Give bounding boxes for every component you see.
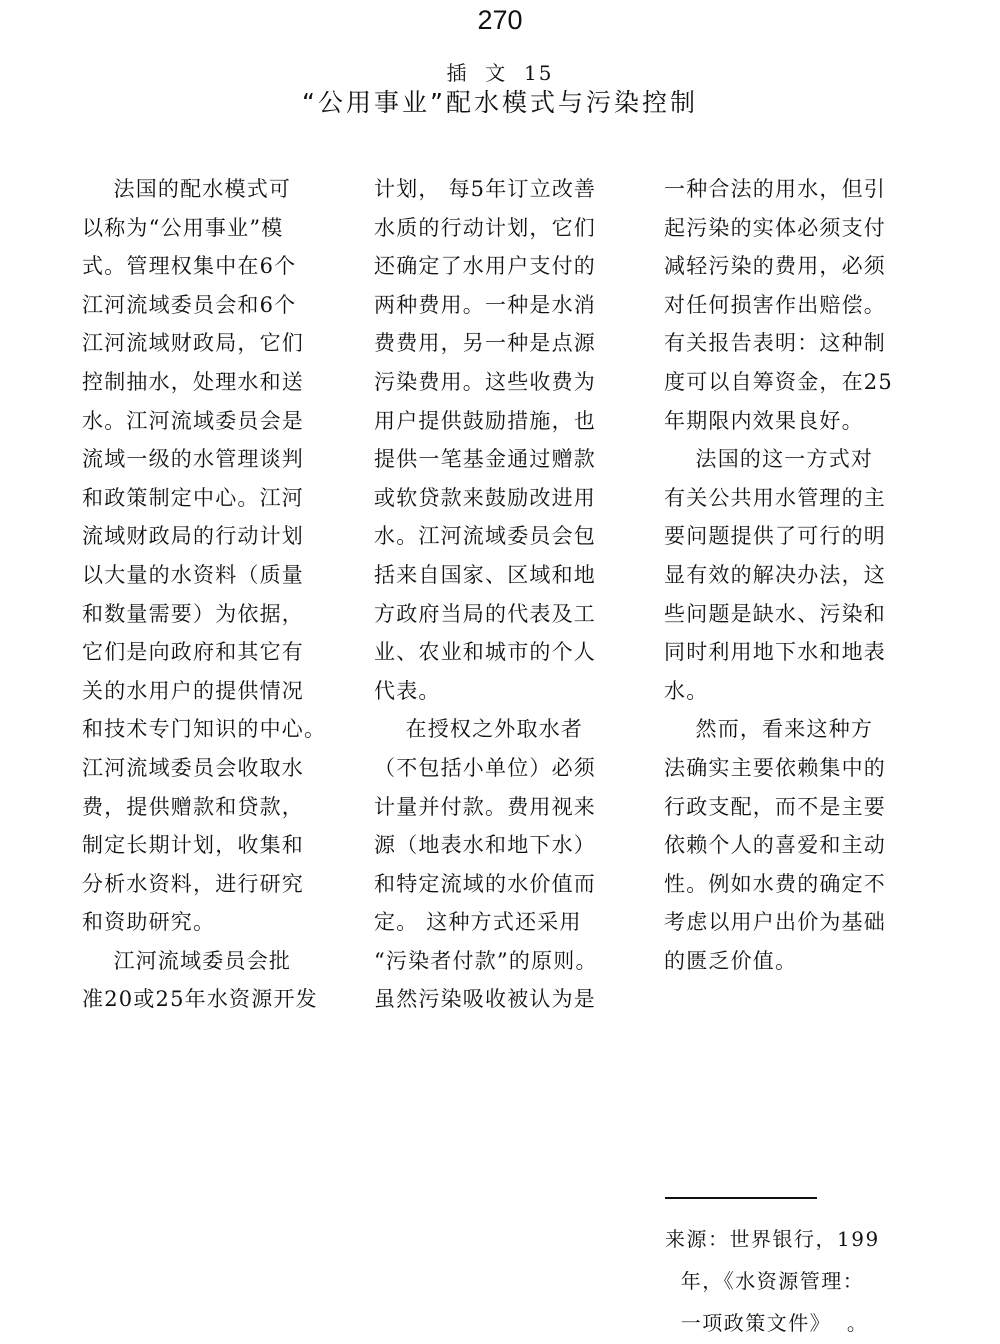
text-line: 流域一级的水管理谈判 (82, 447, 304, 472)
text-line: 江河流域委员会和6个 (82, 292, 297, 317)
text-line: 方政府当局的代表及工 (374, 601, 596, 626)
text-line: 江河流域委员会收取水 (82, 755, 304, 780)
text-line: 水质的行动计划，它们 (374, 215, 596, 240)
text-line: 费费用，另一种是点源 (374, 331, 596, 356)
text-line: 和政策制定中心。江河 (82, 485, 304, 510)
text-line: 起污染的实体必须支付 (664, 215, 886, 240)
insert-label: 插 文 15 (446, 61, 554, 85)
text-column-3 (664, 170, 926, 980)
text-line: 同时利用地下水和地表 (664, 640, 886, 665)
text-line: “污染者付款”的原则。 (374, 948, 598, 973)
text-line: 有关公共用水管理的主 (664, 485, 886, 510)
text-line: 分析水资料，进行研究 (82, 871, 304, 896)
text-line: 准20或25年水资源开发 (82, 987, 318, 1012)
source-line: 年，《水资源管理： (665, 1269, 865, 1293)
text-line: 行政支配，而不是主要 (664, 794, 886, 819)
text-line: 显有效的解决办法，这 (664, 562, 886, 587)
text-line: 提供一笔基金通过赠款 (374, 447, 596, 472)
text-line: 江河流域财政局，它们 (82, 331, 304, 356)
text-line: 括来自国家、区域和地 (374, 562, 596, 587)
text-line: 的匮乏价值。 (664, 948, 798, 973)
text-line: 还确定了水用户支付的 (374, 254, 596, 279)
source-note (665, 1218, 927, 1344)
text-line: 依赖个人的喜爱和主动 (664, 833, 886, 858)
text-line: 用户提供鼓励措施，也 (374, 408, 596, 433)
text-column-1 (82, 170, 344, 1019)
text-line: 以称为“公用事业”模 (82, 215, 284, 240)
text-line: 法确实主要依赖集中的 (664, 755, 886, 780)
text-line: 计量并付款。费用视来 (374, 794, 596, 819)
text-line: （不包括小单位）必须 (374, 755, 596, 780)
page-number: 270 (477, 5, 523, 35)
text-line: 费，提供赠款和贷款， (82, 794, 304, 819)
text-line: 度可以自筹资金，在25 (664, 369, 893, 394)
text-line: 性。例如水费的确定不 (664, 871, 886, 896)
text-line: 两种费用。一种是水消 (374, 292, 596, 317)
text-line: 和特定流域的水价值而 (374, 871, 596, 896)
text-line: 考虑以用户出价为基础 (664, 910, 886, 935)
text-line: 然而，看来这种方 (664, 717, 874, 742)
text-line: 和数量需要）为依据， (82, 601, 304, 626)
text-line: 减轻污染的费用，必须 (664, 254, 886, 279)
text-line: 源（地表水和地下水） (374, 833, 596, 858)
text-line: 计划， 每5年订立改善 (374, 177, 597, 201)
text-line: 流域财政局的行动计划 (82, 524, 304, 549)
text-line: 业、农业和城市的个人 (374, 640, 596, 665)
text-line: 虽然污染吸收被认为是 (374, 987, 596, 1012)
text-line: 代表。 (374, 678, 441, 703)
text-line: 和技术专门知识的中心。 (82, 717, 327, 742)
text-line: 和资助研究。 (82, 910, 216, 935)
text-line: 法国的配水模式可 (82, 177, 292, 201)
text-line: 或软贷款来鼓励改进用 (374, 485, 596, 510)
text-line: 式。管理权集中在6个 (82, 254, 297, 279)
text-line: 制定长期计划，收集和 (82, 833, 304, 858)
text-line: 控制抽水，处理水和送 (82, 369, 304, 394)
text-line: 要问题提供了可行的明 (664, 524, 886, 549)
text-line: 定。 这种方式还采用 (374, 910, 582, 935)
text-line: 法国的这一方式对 (664, 447, 874, 472)
footnote-divider (665, 1197, 817, 1199)
text-line: 有关报告表明：这种制 (664, 331, 886, 356)
text-line: 污染费用。这些收费为 (374, 369, 596, 394)
text-line: 水。 (664, 678, 709, 703)
text-line: 水。江河流域委员会包 (374, 524, 596, 549)
source-line: 来源：世界银行，199 (665, 1227, 880, 1251)
text-line: 江河流域委员会批 (82, 948, 292, 973)
text-line: 对任何损害作出赔偿。 (664, 292, 886, 317)
text-line: 一种合法的用水，但引 (664, 177, 886, 201)
text-line: 关的水用户的提供情况 (82, 678, 304, 703)
source-line: 一项政策文件》 。 (665, 1311, 869, 1335)
text-line: 水。江河流域委员会是 (82, 408, 304, 433)
document-title: “公用事业”配水模式与污染控制 (302, 88, 698, 117)
text-line: 在授权之外取水者 (374, 717, 584, 742)
text-column-2 (374, 170, 636, 1019)
text-line: 它们是向政府和其它有 (82, 640, 304, 665)
text-line: 以大量的水资料（质量 (82, 562, 304, 587)
text-line: 些问题是缺水、污染和 (664, 601, 886, 626)
text-line: 年期限内效果良好。 (664, 408, 864, 433)
